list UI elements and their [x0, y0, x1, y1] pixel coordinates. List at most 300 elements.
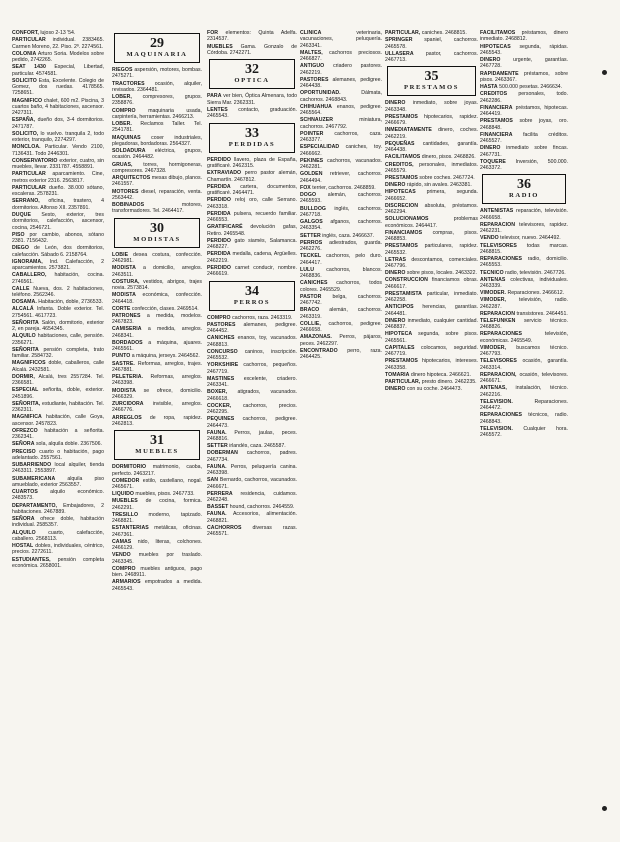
classified-ad-text: exterior, cuatro, sin muebles, llevar. 2331787. 4558891.	[12, 157, 104, 171]
classified-ad-keyword: GRATIFICARÉ	[207, 224, 243, 231]
classified-ad-keyword: FAUNA.	[207, 429, 227, 436]
classified-ad-text: de ropa, rapidez. 2462813.	[112, 414, 202, 427]
classified-ad-text: Nueva, dos. 2 habitaciones, teléfono. 2562346.	[12, 285, 104, 299]
classified-ad	[112, 512, 202, 525]
classified-ad-keyword: DISCRECION	[385, 202, 419, 209]
classified-ad	[300, 240, 382, 253]
classified-ad-text: Bernardo, cachorros, vacunados. 2466671.	[207, 477, 297, 490]
classified-ad-keyword: DOBERMAN	[207, 450, 238, 457]
classified-ad-keyword: HIPOTECAS	[480, 43, 511, 50]
classified-ad-text: excelente, criadero. 2463341.	[207, 375, 297, 389]
classified-ad-keyword: GALGOS	[300, 219, 323, 225]
classified-ad-text: televisores, rapidez. 2462231.	[480, 221, 568, 235]
classified-ad-text: problemas económicos. 2464417.	[385, 216, 478, 229]
classified-ad	[12, 503, 104, 516]
classified-ad-keyword: PASTORES	[300, 76, 329, 83]
classified-ad-keyword: ANTENAS	[480, 276, 506, 283]
classified-ad-text: Perros, peluquería canina. 2463398.	[207, 463, 297, 477]
classified-ad-text: dinero hipoteca. 2466621.	[409, 371, 471, 378]
classified-ad	[112, 326, 202, 339]
classified-ad-text: doble, caballeros, calle Alcalá. 2432581.	[12, 360, 104, 373]
classified-ad	[300, 267, 382, 280]
classified-ad-keyword: ANTENAS,	[480, 385, 507, 392]
classified-ad-text: inglés, cachorros. 2467718.	[300, 205, 382, 218]
classified-ad-keyword: ESPAÑA,	[12, 117, 36, 124]
classified-ad-text: alemanes, pedigree. 2464438.	[300, 76, 382, 90]
classified-ad-text: caniches, toy. 2466662.	[300, 144, 382, 157]
classified-ad-keyword: GRUAS,	[112, 161, 133, 168]
classified-ad-text: de León, dos dormitorios, calefacción. Sábado 6. 2158764.	[12, 245, 104, 258]
classified-ad	[112, 175, 202, 188]
section-title: OPTICA	[234, 77, 270, 85]
classified-ad-text: hound, cachorros. 2464559.	[228, 504, 295, 511]
section-number: 35	[424, 69, 439, 85]
classified-ad-text: cachorros, pelo duro. 2464417.	[300, 253, 382, 266]
classified-ad-text: pensión completa económica. 2658001.	[12, 556, 104, 569]
classified-ad-text: Esta, Excelente. Colegio de Gomez, dos ruedas. 4178565. 7258651.	[12, 77, 104, 97]
classified-ad	[12, 144, 104, 157]
classified-ad-keyword: PRESTAMOS	[385, 113, 418, 120]
classified-ad	[207, 362, 297, 375]
classified-ad	[112, 464, 202, 477]
classified-ad	[385, 230, 478, 243]
classified-ad	[480, 91, 568, 104]
classified-ad-keyword: SUBARRIENDO	[12, 462, 52, 468]
classified-ad	[480, 270, 568, 276]
classified-ad-keyword: LULU	[300, 266, 315, 273]
classified-ad	[12, 530, 104, 543]
classified-ad-keyword: PRESTAMOS	[385, 243, 418, 250]
classified-ad	[300, 158, 382, 171]
classified-ad-text: Alcalá, tres 2557284. Tel. 2366581.	[12, 373, 104, 387]
classified-ad-keyword: CAMAS	[112, 538, 132, 545]
classified-ad-text: estilo, castellano, nogal. 2465671.	[112, 477, 202, 491]
classified-ad	[207, 335, 297, 348]
classified-ad-keyword: LOBER.	[112, 121, 132, 127]
classified-ad	[480, 105, 568, 118]
classified-ad-text: pulsera, recuerdo familiar. 2466553.	[207, 210, 297, 224]
classified-ad	[12, 64, 104, 77]
classified-ad	[12, 98, 104, 117]
classifieds-list-radio	[480, 208, 568, 438]
classified-ad-keyword: ESTUDIANTES,	[12, 556, 51, 563]
classified-ad-keyword: SEAT 1430	[12, 64, 46, 71]
classified-ad	[12, 557, 104, 570]
classified-ad-text: a medida, arreglos. 2468341.	[112, 326, 202, 339]
classified-ad	[207, 525, 297, 538]
classified-ad	[480, 297, 568, 310]
classified-ad-text: cuarto o habitación, pago adelantado. 2557561.	[12, 448, 104, 461]
classified-ad-text: residencia, cuidamos. 2462248.	[207, 490, 297, 504]
classified-ad	[207, 511, 297, 524]
classified-ad-text: buscamos técnico. 2467793.	[480, 344, 568, 358]
classified-ad-text: Reclamos Taller. Tel. 2541781.	[112, 121, 202, 134]
classified-ad-keyword: PRECISO	[12, 448, 36, 455]
classified-ad-keyword: PEQUEÑAS	[385, 140, 415, 147]
classified-ad-text: devolución gafas, Retiro. 2465548.	[207, 224, 297, 237]
classified-ad-text: presto dinero. 2462235.	[420, 378, 477, 385]
classified-ad	[207, 389, 297, 402]
section-number: 34	[245, 283, 259, 299]
classified-ad	[12, 286, 104, 299]
classified-ad	[300, 63, 382, 76]
classified-ad	[112, 202, 202, 215]
classified-ad-keyword: ULLASERA	[385, 50, 414, 57]
classified-ad-keyword: DORMITORIO	[112, 464, 147, 471]
classified-ad-text: cachorros, vacunados. 2462281.	[300, 157, 382, 171]
classified-ad-text: pastor, cachorros. 2467713.	[385, 50, 478, 63]
classified-ad-text: alemán, cachorros. 2465593.	[300, 192, 382, 205]
classified-ad-text: urgente, garantías. 2467728.	[480, 57, 568, 70]
classified-ad	[112, 81, 202, 94]
classified-ad-keyword: MODISTA	[112, 265, 136, 272]
classified-ad	[207, 491, 297, 504]
classified-ad-text: enanos, toy, vacunados. 2468813.	[207, 335, 297, 348]
classified-ad-text: dinero, coches. 2462219.	[385, 127, 478, 140]
classified-ad	[385, 30, 478, 36]
section-title: PERROS	[233, 298, 271, 306]
classified-ad	[207, 93, 297, 106]
classified-ad-keyword: BORDADOS	[112, 339, 143, 346]
classified-ad-keyword: DIEGO	[12, 245, 29, 252]
section-title: PRESTAMOS	[404, 84, 459, 92]
classified-ad-keyword: DINERO	[480, 57, 501, 63]
classified-ad-keyword: PRESTAMOS	[480, 118, 513, 125]
classified-ad-text: cartera, documentos, gratificaré. 2464471.	[207, 183, 297, 197]
classified-ad-text: aparcamiento. Cine, metros exterior 2316. 2563817.	[12, 171, 104, 184]
classified-ad-keyword: ESPECIALIDAD	[300, 144, 340, 151]
classified-ad-keyword: SEÑORA	[12, 441, 35, 448]
classified-ad	[385, 318, 478, 331]
classified-ad	[385, 114, 478, 127]
classified-ad	[207, 184, 297, 197]
classifieds-list-muebles-cont	[207, 30, 297, 56]
classifieds-list-prestamos	[385, 100, 478, 392]
classified-ad-text: señorita, doble, exterior. 2451896.	[12, 387, 104, 400]
classified-ad-text: compras, pisos. 2468853.	[385, 229, 478, 243]
classified-ad	[112, 498, 202, 511]
classified-ad-keyword: TELEVISORES	[480, 242, 517, 249]
classifieds-list-muebles	[112, 464, 202, 592]
classified-ad	[385, 372, 478, 378]
classified-ad-text: ocasión, garantía. 2463314.	[480, 358, 568, 371]
classified-ad	[112, 279, 202, 292]
classified-ad-text: criadero pastores. 2462219.	[300, 63, 382, 76]
classified-ad	[480, 372, 568, 385]
classified-ad-text: Gama. Gonzalo de Córdoba. 2742271.	[207, 43, 297, 56]
classified-ad-text: cachorros, raza. 2463319.	[230, 314, 293, 321]
classified-ad	[112, 579, 202, 592]
classified-ad-keyword: EXTRAVIADO	[207, 170, 242, 177]
section-number: 33	[245, 125, 259, 141]
classified-ad-keyword: DINERO	[385, 270, 406, 277]
classified-ad-keyword: RIEGOS	[112, 67, 133, 73]
classified-ad-text: caniches. 2468815.	[420, 30, 467, 36]
classified-ad-keyword: DOGO	[300, 192, 317, 198]
classified-ad-text: desea costura, confección. 2462981.	[112, 251, 202, 265]
classified-ad-keyword: PASTOR	[300, 293, 322, 300]
classified-ad-text: veterinaria, vacunaciones, peluquería. 2463341.	[300, 30, 382, 49]
classified-ad-text: herencias, garantías. 2464481.	[385, 304, 478, 317]
classified-ad-text: particulares, rapidez. 2465532.	[385, 243, 478, 256]
classifieds-list-perros	[207, 315, 297, 538]
classified-ad-keyword: INMEDIATAMENTE	[385, 127, 432, 134]
classified-ad	[207, 251, 297, 264]
classified-ad-text: Embajadores, 2 habitaciones. 2467889.	[12, 502, 104, 515]
classifieds-list-optica	[207, 93, 297, 119]
classified-ad-keyword: ALCALÁ	[12, 306, 34, 313]
classified-ad	[12, 428, 104, 441]
classified-ad	[12, 360, 104, 373]
classified-ad-text: empotrados a medida. 2465543.	[112, 579, 202, 592]
punch-hole-mark	[602, 70, 607, 75]
classified-ad	[207, 30, 297, 43]
classified-ad	[12, 543, 104, 556]
classified-ad-keyword: REPARACIONES	[480, 256, 523, 262]
classified-ad-text: con su coche. 2464473.	[405, 385, 463, 392]
classified-ad-text: sobre joyas, oro. 2468848.	[480, 118, 568, 131]
classified-ad-text: Reparaciones. 2466612.	[506, 290, 565, 297]
classified-ad	[12, 185, 104, 198]
classified-ad-text: cachorros, blancos. 2468836.	[300, 266, 382, 279]
classified-ad-keyword: SPRINGER	[385, 37, 413, 44]
classified-ad-keyword: SAN	[207, 477, 219, 484]
classified-ad-text: Especial, Libertad, particular. 4574581.	[12, 64, 104, 77]
classified-ad	[207, 157, 297, 170]
classified-ad	[480, 277, 568, 290]
classified-ad-text: Reformas, arreglos, trajes. 2467881.	[112, 360, 202, 373]
classified-ad-keyword: PARTICULAR,	[385, 30, 421, 36]
classified-ad-keyword: BOBINADOS	[112, 202, 145, 208]
classified-ad-keyword: SERRANO,	[12, 198, 40, 205]
classified-ad	[480, 30, 568, 43]
classified-ad-keyword: MUEBLES	[207, 43, 233, 50]
classified-ad	[207, 416, 297, 429]
classified-ad	[480, 208, 568, 221]
classified-ad-keyword: IGNORAMA,	[12, 258, 43, 265]
classified-ad	[112, 539, 202, 552]
classified-ad-text: cachorros, precios. 2462295.	[207, 402, 297, 416]
classified-ad-text: perro, raza. 2464425.	[300, 347, 382, 360]
classified-ad	[300, 50, 382, 63]
classified-ad-keyword: BULLDOG	[300, 205, 326, 212]
classified-ad	[300, 348, 382, 361]
classified-ad-text: primera, segunda. 2466652.	[385, 189, 478, 202]
classified-ad-text: transistores. 2464451.	[515, 310, 568, 317]
classified-ad	[300, 307, 382, 320]
classified-ad	[12, 51, 104, 64]
classified-ad-text: compresores, grupos. 2358876.	[112, 94, 202, 107]
classified-ad	[207, 376, 297, 389]
classified-ad-keyword: MODISTA	[112, 387, 136, 394]
classified-ad-keyword: TECKEL	[300, 253, 322, 260]
classified-ad	[385, 304, 478, 317]
classified-ad-text: metálicas, oficinas. 2467361.	[112, 525, 202, 538]
classified-ad-text: de cocina, formica. 2462291.	[112, 498, 202, 511]
classifieds-column-6	[480, 30, 568, 828]
classified-ad-text: radio, domicilio. 2465553.	[480, 256, 568, 269]
classified-ad	[12, 272, 104, 285]
classified-ad-keyword: PERDIDA	[207, 183, 231, 190]
classifieds-list-modistas	[112, 252, 202, 428]
classified-ad-keyword: DOSAMA.	[12, 299, 37, 306]
classified-ad-text: hipotecarios, rapidez. 2466679.	[385, 113, 478, 127]
classified-ad	[480, 84, 568, 90]
classified-ad-text: Accesorios, alimentación. 2468821.	[207, 511, 297, 524]
classified-ad-keyword: PRESTAMOS	[385, 175, 418, 181]
classified-ad-keyword: GOLDEN	[300, 171, 323, 178]
classified-ad-keyword: FINANCIAMOS	[385, 229, 423, 236]
classified-ad	[112, 189, 202, 202]
classified-ad	[112, 252, 202, 265]
classified-ad-keyword: HOSTAL	[12, 543, 34, 549]
classified-ad-keyword: MAGNIFICOS	[12, 360, 46, 367]
classified-ad-text: cantidades, garantía. 2464438.	[385, 140, 478, 154]
classifieds-column-1	[12, 30, 104, 838]
classified-ad-text: habitaciones, calle, pensión. 2356271.	[12, 333, 104, 346]
classified-ad-text: hipotecarios, intereses. 2463358.	[385, 358, 478, 371]
classified-ad	[480, 132, 568, 145]
classified-ad-keyword: LENTES	[207, 106, 228, 113]
classified-ad	[112, 108, 202, 121]
classified-ad	[207, 224, 297, 237]
section-number: 30	[150, 220, 164, 236]
classified-ad-text: habitación, cocina. 2746561.	[12, 272, 104, 285]
classified-ad	[480, 331, 568, 344]
classified-ad	[300, 185, 382, 191]
classified-ad-keyword: PISO	[12, 231, 25, 238]
classified-ad-text: económica, confección. 2464418.	[112, 292, 202, 305]
classified-ad	[207, 464, 297, 477]
classified-ad-keyword: ARQUITECTOS	[112, 175, 151, 181]
classified-ad-keyword: MODISTA	[112, 292, 136, 299]
classified-ad-keyword: CONFORT,	[12, 30, 39, 36]
classified-ad-text: diversas razas. 2465571.	[207, 524, 297, 538]
classified-ad-text: servicio técnico. 2468826.	[480, 317, 568, 331]
classifieds-column-2	[112, 30, 202, 828]
classified-ad-keyword: SOLICITO	[12, 77, 37, 84]
classified-ad-text: sobre pisos, locales. 2463322.	[405, 270, 478, 277]
classified-ad-keyword: CONSERVATORIO	[12, 157, 58, 164]
classified-ad-text: dueño dos, 3-4 dormitorios. 2471787.	[12, 117, 104, 130]
classified-ad-text: contacto, graduación. 2465543.	[207, 106, 297, 120]
classified-ad-text: diesel, reparación, venta. 2563442.	[112, 188, 202, 201]
classified-ad	[112, 415, 202, 428]
classified-ad	[12, 30, 104, 36]
classified-ad-text: eléctrica, grupos, ocasión. 2464482.	[112, 148, 202, 161]
classified-ad	[112, 121, 202, 134]
classified-ad-text: confección, clases. 2469514.	[130, 305, 199, 312]
classified-ad-keyword: COLONIA	[12, 50, 37, 57]
classified-ad-keyword: COMPRO	[112, 107, 136, 114]
classified-ad	[385, 203, 478, 216]
classified-ad	[480, 318, 568, 331]
classified-ad-keyword: TELEVISORES	[480, 358, 517, 365]
classified-ad-keyword: TELEVISION.	[480, 398, 513, 405]
classified-ad-text: reparación, televisión. 2466658.	[480, 208, 568, 221]
classified-ad-keyword: CANICHES	[207, 335, 235, 342]
classified-ad-text: alemán, cachorros. 2463319.	[300, 307, 382, 320]
classified-ad	[385, 127, 478, 140]
classified-ad-keyword: ANTIGUO	[300, 63, 325, 70]
classified-ad-text: cachorros, padres. 2467734.	[207, 450, 297, 463]
classified-ad-keyword: ENCONTRADO	[300, 347, 338, 354]
classified-ad-keyword: CLINICA	[300, 30, 322, 36]
classified-ad-text: cachorros preciosos. 2466827.	[300, 49, 382, 63]
classified-ad	[12, 333, 104, 346]
classified-ad-text: inmediato sobre fincas. 2467731.	[480, 145, 568, 158]
classified-ad	[12, 78, 104, 97]
classified-ad-text: particular, inmediato. 2462258.	[385, 290, 478, 304]
classified-ad-text: técnicos, radio. 2468843.	[480, 412, 568, 425]
classified-ad	[385, 154, 478, 160]
classified-ad-text: cachorros, pedigree. 2464473.	[207, 416, 297, 429]
classified-ad-keyword: ARREGLOS	[112, 414, 142, 421]
classified-ad-text: lo vuelvo. tranquila 2, todo exterior, tranquilo, 2274297.	[12, 130, 104, 144]
classified-ad-text: cachorros, todos colores. 2465529.	[300, 280, 382, 293]
classified-ad-text: descontamos, comerciales. 2467796.	[385, 256, 478, 270]
classified-ad-text: atigrados, vacunados. 2466618.	[207, 389, 297, 402]
classified-ad	[385, 162, 478, 175]
classified-ad	[385, 345, 478, 358]
classified-ad-text: aspersión, motores, bombas. 2475271.	[112, 67, 202, 80]
classified-ad-keyword: TELEFUNKEN	[480, 317, 516, 324]
classified-ad-keyword: CONCURSO	[207, 348, 238, 355]
classified-ad	[480, 345, 568, 358]
classified-ad	[12, 117, 104, 130]
classified-ad-text: a máquina, ajuares. 2465561.	[112, 339, 202, 353]
classified-ad-keyword: MOTORES	[112, 188, 139, 195]
classified-ad	[12, 171, 104, 184]
classified-ad-text: llavero, plaza de España, gratificaré. 2462315.	[207, 156, 297, 170]
classified-ad-text: Perros, jaulas, peces. 2468816.	[207, 429, 297, 443]
classified-ad	[300, 104, 382, 117]
classified-ad-text: Perros, pájaros, peces. 2462297.	[300, 334, 382, 347]
classified-ad-text: a medida, modelos. 2467823.	[112, 312, 202, 326]
classified-ad	[480, 57, 568, 70]
classified-ad-keyword: PERDIDO	[207, 197, 231, 204]
classified-ad-keyword: TRESILLO	[112, 511, 139, 518]
classified-ad	[12, 401, 104, 414]
classified-ad-text: Inversión, 500.000. 2463372.	[480, 158, 568, 171]
classified-ad-keyword: MALTES,	[300, 49, 323, 56]
classified-ad-text: Infanta. Doble exterior. Tel. 2754561. 4617723.	[12, 306, 104, 319]
classified-ad-keyword: PERDIDO	[207, 237, 231, 244]
classified-ad	[480, 399, 568, 412]
classifieds-list-perdidas	[207, 157, 297, 278]
classified-ad-keyword: LETRAS	[385, 256, 407, 263]
classified-ad-text: segunda, sobre pisos. 2465561.	[385, 331, 478, 344]
classified-ad	[112, 292, 202, 305]
classified-ad	[385, 182, 478, 188]
classified-ad-keyword: SEÑORITA	[12, 346, 39, 353]
classified-ad-keyword: CHIHUAHUA	[300, 103, 332, 110]
classified-ad-text: matrimonio, caoba, perfecto. 2463217.	[112, 464, 202, 477]
classified-ad-keyword: LOBIE	[112, 251, 129, 258]
classified-ad-text: maquinaria usada, carpintería, herramientas. 2466213.	[112, 107, 202, 120]
classified-ad-text: cachorros, pedigree. 2466658.	[300, 320, 382, 333]
classified-ad	[112, 525, 202, 538]
classified-ad	[480, 311, 568, 317]
classified-ad	[112, 313, 202, 326]
classified-ad	[300, 144, 382, 157]
classified-ad	[480, 243, 568, 256]
classified-ad-keyword: HIPOTECA	[385, 331, 413, 338]
classified-ad	[112, 340, 202, 353]
classified-ad-text: spaniel, cachorros. 2465578.	[385, 37, 478, 50]
section-header-optica	[209, 59, 295, 89]
classified-ad-text: cuarto, calefacción, caballero. 2568113.	[12, 529, 104, 542]
